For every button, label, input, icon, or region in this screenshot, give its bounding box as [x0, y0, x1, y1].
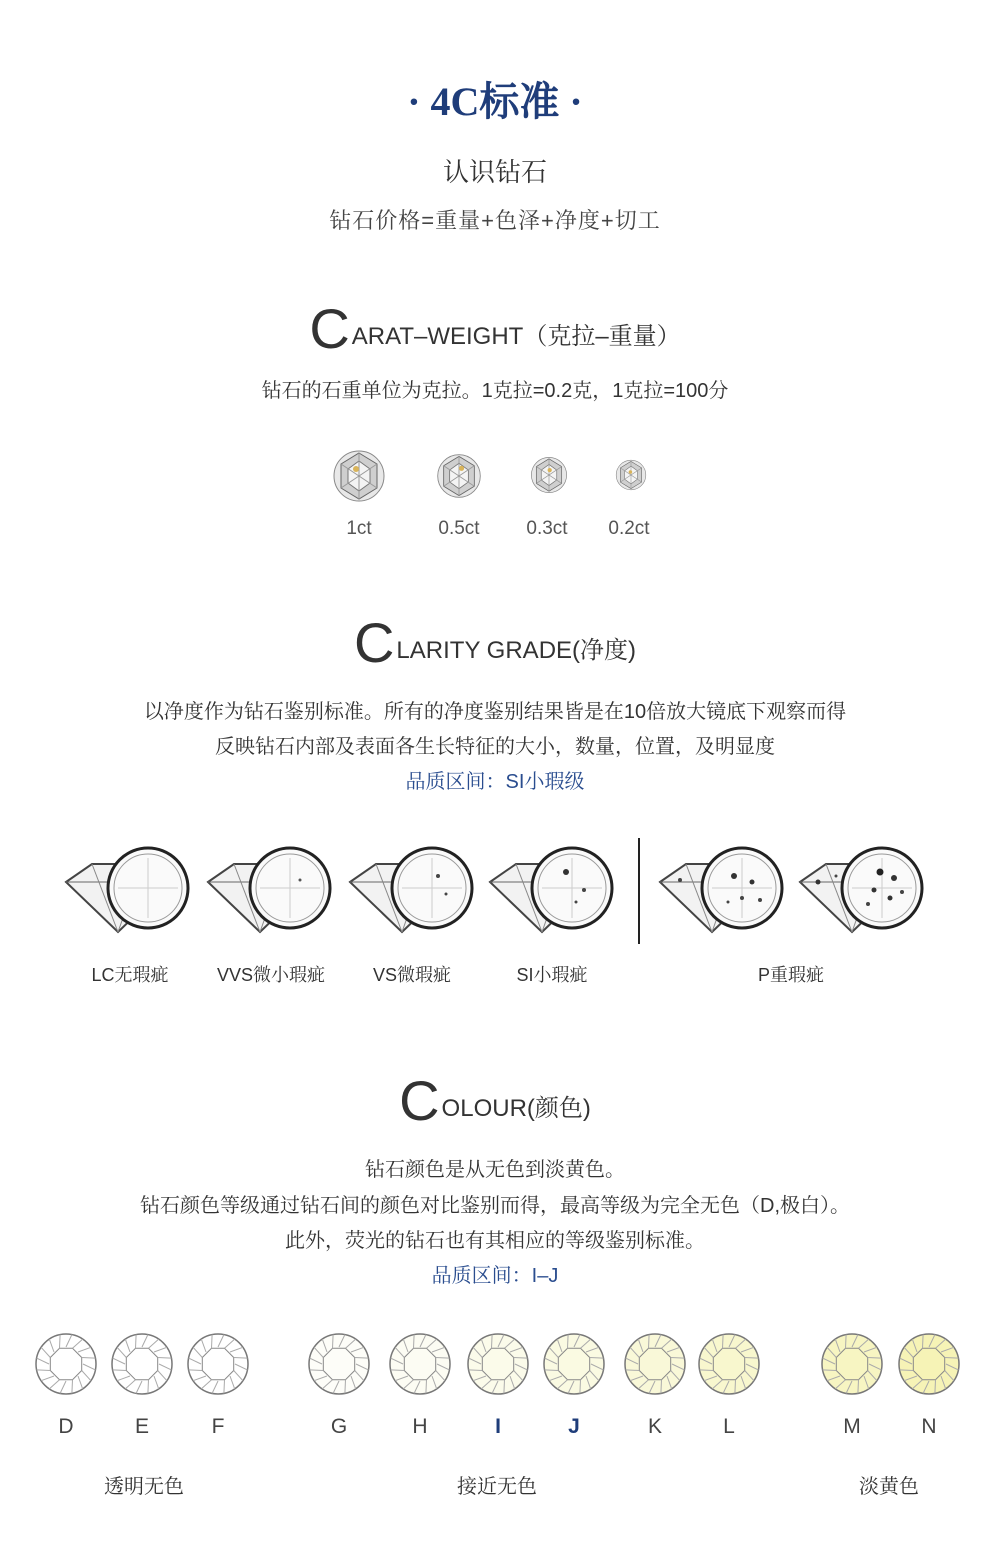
colour-heading-text: OLOUR(颜色)	[441, 1095, 591, 1122]
carat-label: 0.3ct	[526, 518, 568, 539]
diamond-icon	[615, 459, 647, 491]
clarity-quality-range: 品质区间：SI小瑕级	[405, 771, 585, 793]
price-formula: 钻石价格=重量+色泽+净度+切工	[329, 208, 661, 233]
colour-diamond-icon	[622, 1331, 688, 1397]
carat-heading	[0, 296, 990, 361]
colour-diamond-icon	[109, 1331, 175, 1397]
colour-letter: K	[647, 1415, 662, 1438]
colour-diamond-icon	[465, 1331, 531, 1397]
colour-description-line3: 此外，荧光的钻石也有其相应的等级鉴别标准。	[285, 1230, 705, 1252]
diamond-icon	[332, 449, 386, 503]
colour-heading-initial: C	[399, 1069, 440, 1132]
colour-description-line2: 钻石颜色等级通过钻石间的颜色对比鉴别而得，最高等级为完全无色（D,极白）。	[140, 1195, 850, 1217]
clarity-diagram-si	[486, 842, 616, 938]
carat-description: 钻石的石重单位为克拉。1克拉=0.2克，1克拉=100分	[261, 380, 729, 402]
colour-description-line1: 钻石颜色是从无色到淡黄色。	[365, 1159, 625, 1181]
carat-heading-text: ARAT–WEIGHT（克拉–重量）	[351, 323, 681, 350]
clarity-label-lc: LC无瑕疵	[91, 965, 169, 985]
clarity-label-vs: VS微瑕疵	[372, 965, 451, 985]
clarity-label-p: P重瑕疵	[757, 965, 824, 985]
clarity-description-line2: 反映钻石内部及表面各生长特征的大小，数量，位置，及明显度	[215, 736, 775, 758]
colour-group-faint-yellow: 淡黄色	[859, 1476, 919, 1498]
clarity-heading	[0, 610, 990, 675]
colour-letter: N	[921, 1415, 937, 1438]
carat-heading-initial: C	[309, 297, 350, 360]
colour-diamond-icon	[896, 1331, 962, 1397]
diamond-icon	[436, 453, 482, 499]
carat-label: 0.2ct	[608, 518, 650, 539]
page-title: · 4C标准 ·	[407, 79, 583, 124]
colour-letter: L	[723, 1415, 735, 1438]
colour-diamond-icon	[387, 1331, 453, 1397]
clarity-label-si: SI小瑕疵	[516, 965, 588, 985]
colour-letter: I	[495, 1415, 501, 1438]
colour-letter: E	[134, 1415, 149, 1438]
page-subtitle: 认识钻石	[442, 157, 547, 187]
colour-diamond-icon	[541, 1331, 607, 1397]
clarity-diagram-vvs	[204, 842, 334, 938]
clarity-description-line1: 以净度作为钻石鉴别标准。所有的净度鉴别结果皆是在10倍放大镜底下观察而得	[143, 701, 847, 723]
colour-letter: F	[211, 1415, 225, 1438]
colour-group-colorless: 透明无色	[104, 1476, 184, 1498]
colour-diamond-icon	[696, 1331, 762, 1397]
colour-heading	[0, 1068, 990, 1133]
clarity-diagram-p1	[656, 842, 786, 938]
clarity-diagram-lc	[62, 842, 192, 938]
clarity-heading-text: LARITY GRADE(净度)	[396, 637, 637, 664]
clarity-heading-initial: C	[353, 611, 395, 674]
colour-letter: H	[412, 1415, 428, 1438]
clarity-divider	[638, 838, 640, 944]
colour-diamond-icon	[306, 1331, 372, 1397]
colour-diamond-icon	[33, 1331, 99, 1397]
clarity-label-vvs: VVS微小瑕疵	[216, 965, 326, 985]
colour-letter: M	[843, 1415, 861, 1438]
colour-letter: J	[568, 1415, 580, 1438]
clarity-diagram-p2	[796, 842, 926, 938]
carat-label: 1ct	[346, 518, 372, 539]
colour-group-near-colorless: 接近无色	[457, 1476, 537, 1498]
colour-diamond-icon	[185, 1331, 251, 1397]
clarity-diagram-vs	[346, 842, 476, 938]
diamond-icon	[530, 456, 568, 494]
colour-diamond-icon	[819, 1331, 885, 1397]
colour-letter: G	[330, 1415, 348, 1438]
colour-quality-range: 品质区间：I–J	[431, 1265, 559, 1287]
carat-label: 0.5ct	[438, 518, 480, 539]
colour-letter: D	[58, 1415, 74, 1438]
